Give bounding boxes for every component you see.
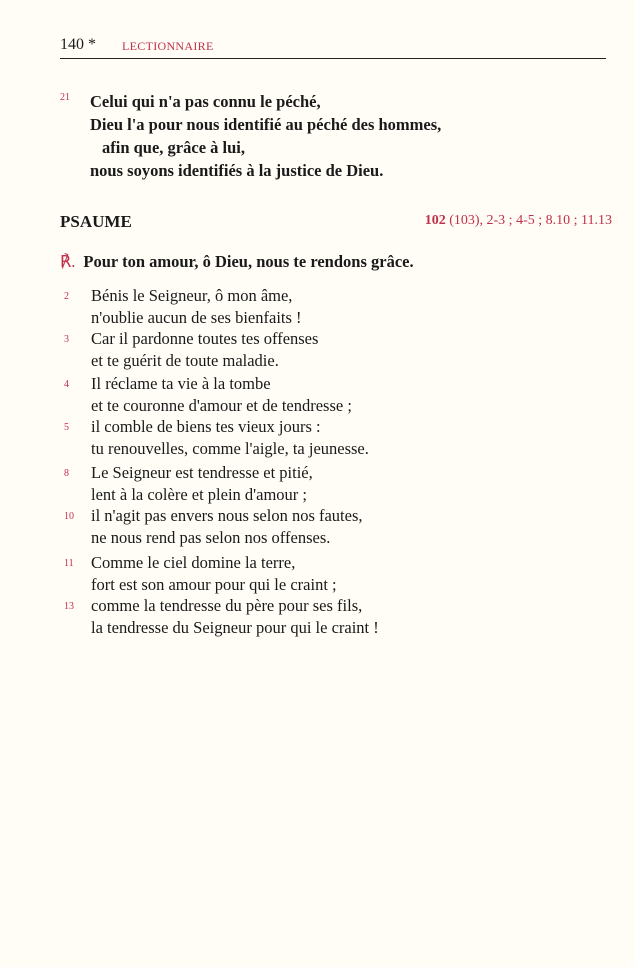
stanza	[60, 552, 612, 638]
psalm-line: 4 Il réclame ta vie à la tombe	[91, 373, 612, 395]
page-number: 140 *	[60, 36, 96, 53]
intro-line: Dieu l'a pour nous identifié au péché des hommes,	[90, 115, 442, 134]
psalm-line: fort est son amour pour qui le craint ;	[91, 574, 337, 594]
psalm-line: n'oublie aucun de ses bienfaits !	[91, 307, 302, 327]
stanza	[60, 285, 612, 371]
page-header	[60, 36, 606, 59]
intro-line: nous soyons identifiés à la justice de Dieu.	[90, 161, 384, 180]
verse-number: 11	[64, 558, 74, 569]
psalm-title: PSAUME	[60, 212, 132, 231]
refrain-text: Pour ton amour, ô Dieu, nous te rendons grâce.	[83, 252, 414, 271]
verse-number: 4	[64, 379, 69, 390]
psalm-line: 10 il n'agit pas envers nous selon nos fautes,	[91, 505, 612, 527]
psalm-line: et te guérit de toute maladie.	[91, 350, 279, 370]
intro-verse	[60, 90, 606, 182]
verse-number: 10	[64, 511, 74, 522]
psalm-line: 11 Comme le ciel domine la terre,	[91, 552, 612, 574]
refrain	[60, 252, 612, 272]
psalm-line: 2 Bénis le Seigneur, ô mon âme,	[91, 285, 612, 307]
psalm-line: 3 Car il pardonne toutes tes offenses	[91, 328, 612, 350]
psalm-line: 8 Le Seigneur est tendresse et pitié,	[91, 462, 612, 484]
psalm-number: 102	[424, 213, 446, 228]
verse-number: 2	[64, 291, 69, 302]
verse-number: 21	[60, 92, 70, 103]
verse-number: 3	[64, 334, 69, 345]
psalm-line: 5 il comble de biens tes vieux jours :	[91, 416, 612, 438]
intro-line: afin que, grâce à lui,	[102, 138, 245, 157]
running-title: LECTIONNAIRE	[122, 39, 214, 53]
psalm-line: et te couronne d'amour et de tendresse ;	[91, 395, 352, 415]
psalm-line: tu renouvelles, comme l'aigle, ta jeunesse.	[91, 438, 369, 458]
psalm-verses: (103), 2-3 ; 4-5 ; 8.10 ; 11.13	[449, 213, 612, 228]
psalm-reference	[425, 213, 612, 229]
verse-number: 5	[64, 422, 69, 433]
verse-number: 8	[64, 468, 69, 479]
psalm-line: ne nous rend pas selon nos offenses.	[91, 527, 331, 547]
psalm-heading	[60, 212, 612, 236]
intro-line: Celui qui n'a pas connu le péché,	[90, 92, 321, 111]
stanza	[60, 373, 612, 459]
verse-number: 13	[64, 601, 74, 612]
psalm-line: lent à la colère et plein d'amour ;	[91, 484, 308, 504]
response-mark: ℟.	[60, 252, 76, 271]
psalm-line: 13 comme la tendresse du père pour ses fils,	[91, 595, 612, 617]
stanza	[60, 462, 612, 548]
psalm-line: la tendresse du Seigneur pour qui le craint !	[91, 617, 379, 637]
